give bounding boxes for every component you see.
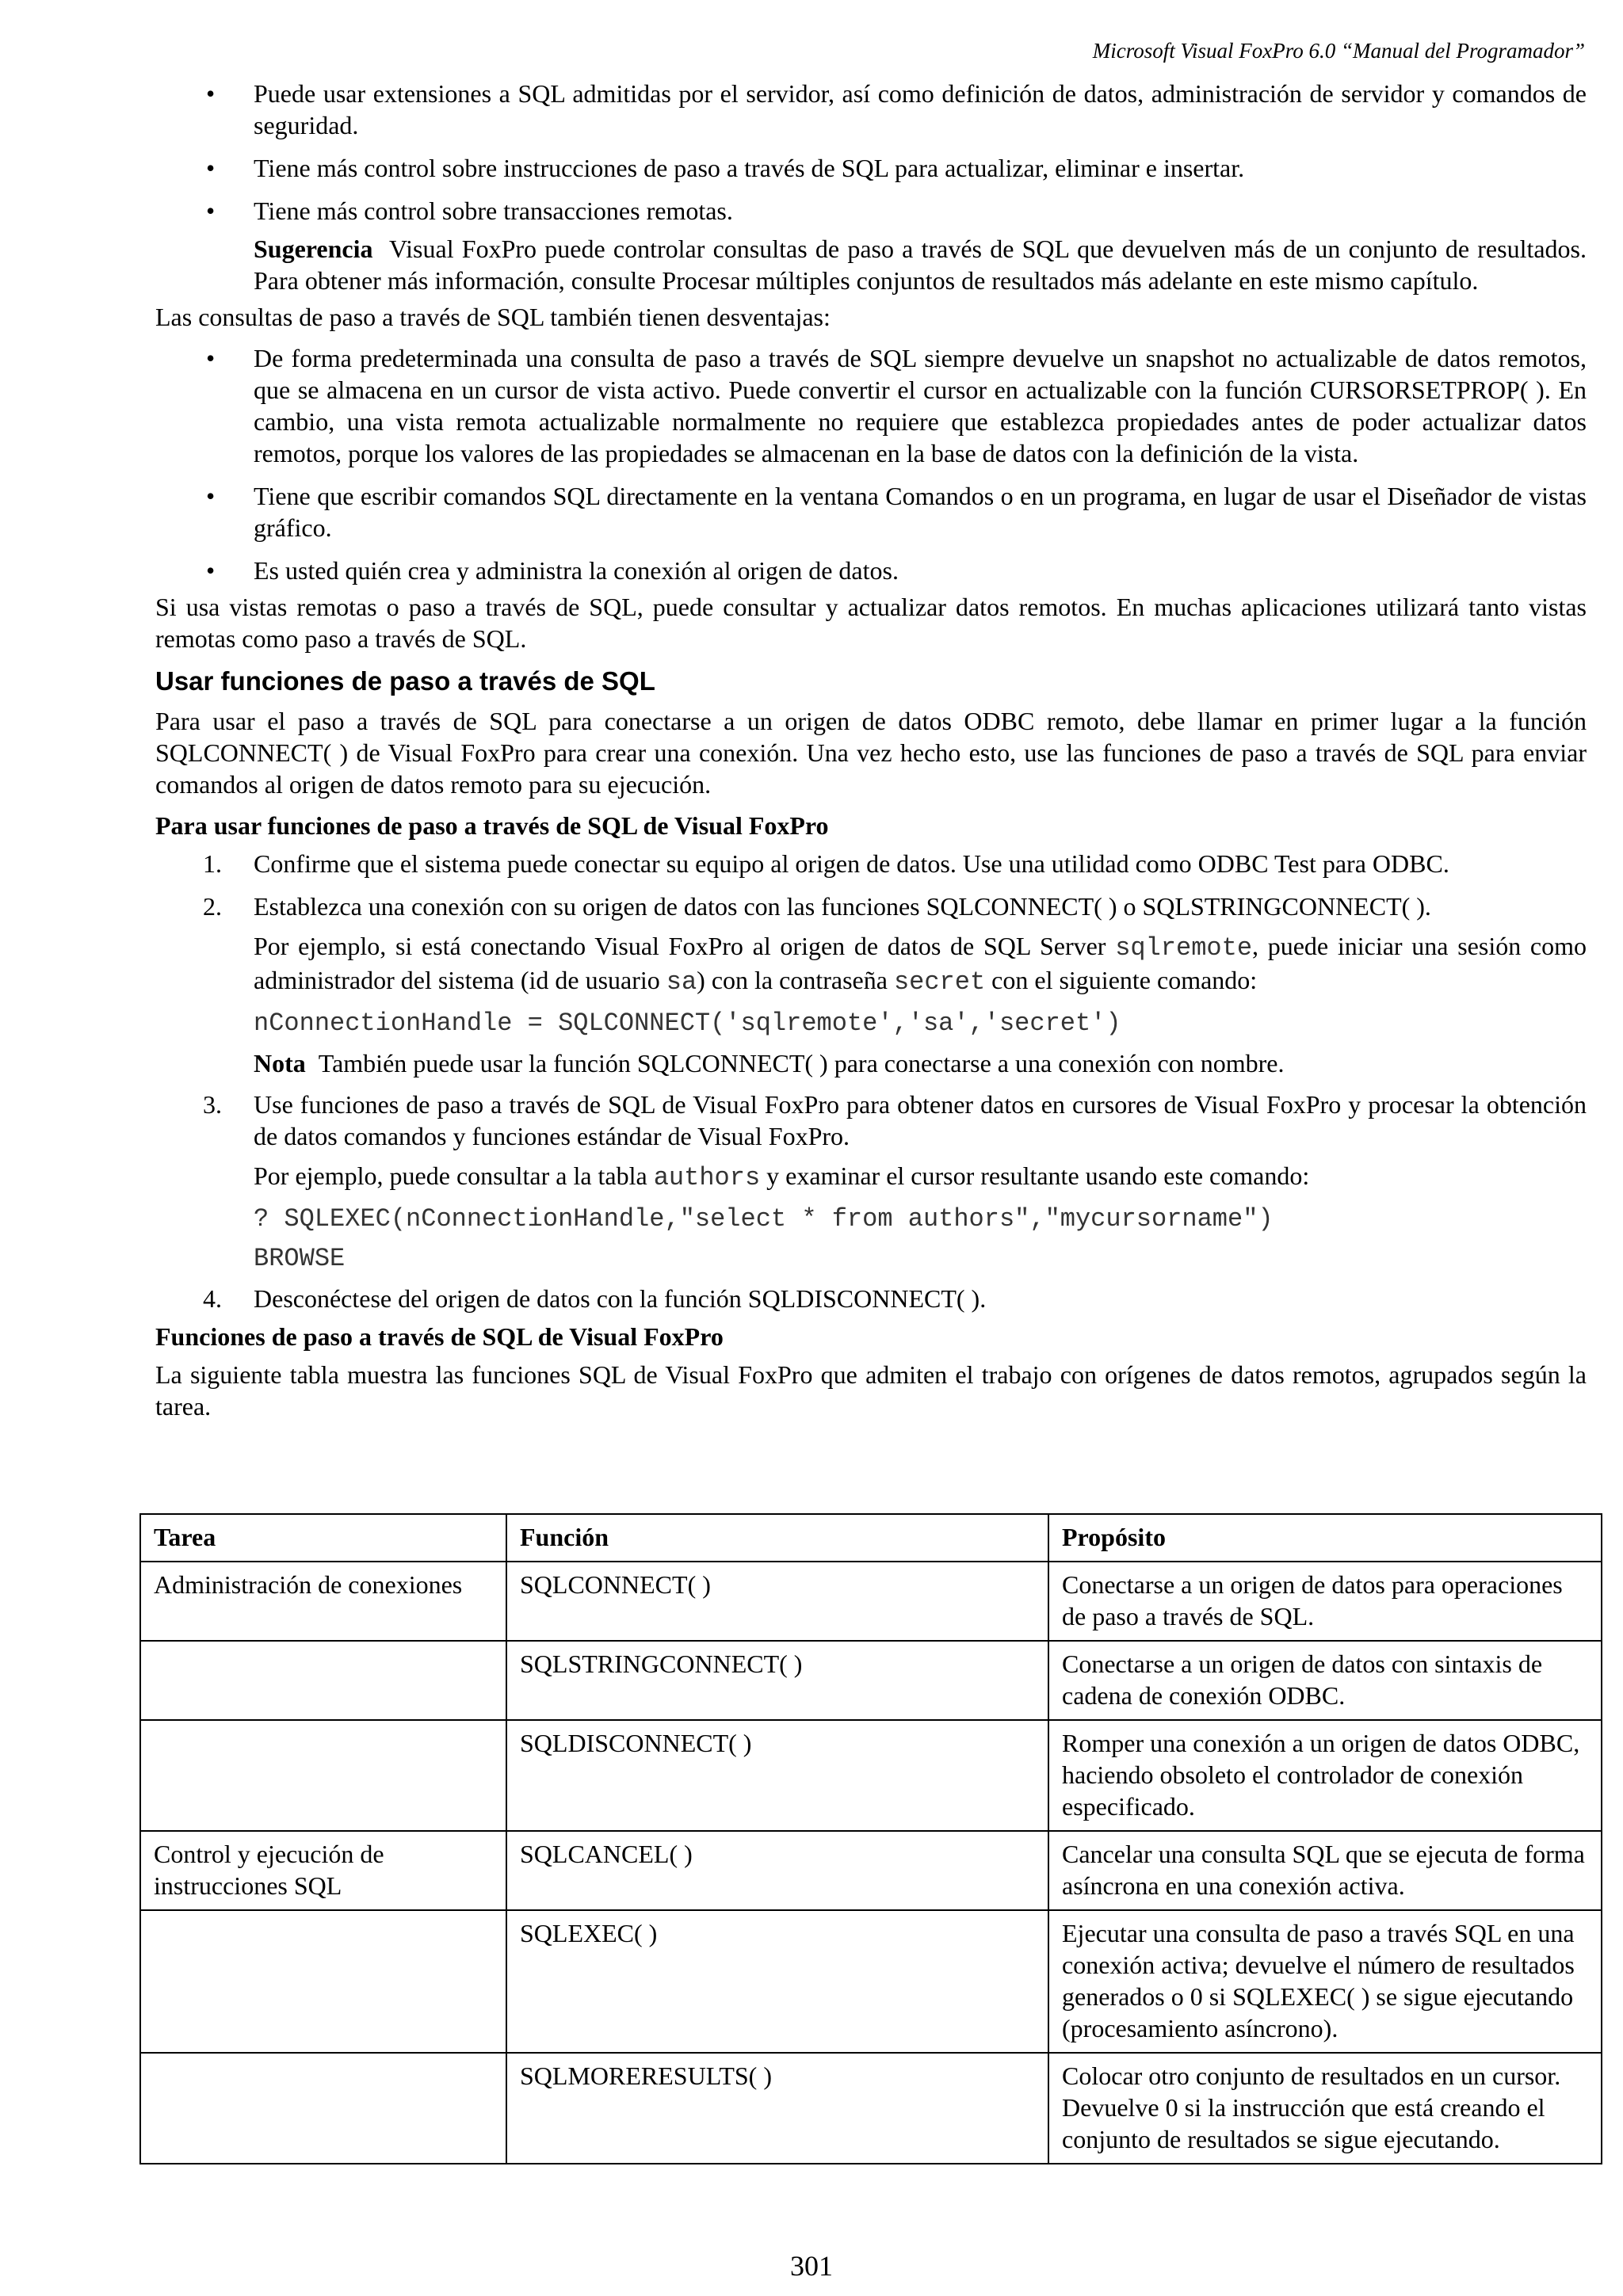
page-content <box>155 78 1587 1432</box>
table-row <box>140 1562 1602 1641</box>
table-cell <box>140 2053 506 2164</box>
functions-intro: La siguiente tabla muestra las funciones SQL de Visual FoxPro que admiten el trabajo con orígenes de datos remotos, agrupados según la tarea. <box>155 1360 1587 1421</box>
table-header-row <box>140 1514 1602 1562</box>
code-block: nConnectionHandle = SQLCONNECT('sqlremote','sa','secret') <box>254 1009 1121 1038</box>
disadvantages-intro: Las consultas de paso a través de SQL también tienen desventajas: <box>155 303 831 331</box>
table-cell: Conectarse a un origen de datos para operaciones de paso a través de SQL. <box>1048 1562 1602 1641</box>
section-intro: Para usar el paso a través de SQL para conectarse a un origen de datos ODBC remoto, debe llamar en primer lugar a la función SQLCONNECT( ) de Visual FoxPro para crear una conexión. Una vez hecho esto, use las funciones de paso a través de SQL para enviar comandos al origen de datos remoto para su ejecución. <box>155 707 1587 799</box>
table-cell: SQLSTRINGCONNECT( ) <box>506 1641 1048 1720</box>
running-header: Microsoft Visual FoxPro 6.0 “Manual del Programador” <box>1092 39 1585 63</box>
table-cell: Cancelar una consulta SQL que se ejecuta de forma asíncrona en una conexión activa. <box>1048 1831 1602 1910</box>
section-heading: Usar funciones de paso a través de SQL <box>155 666 655 696</box>
step-item: 1. Confirme que el sistema puede conectar su equipo al origen de datos. Use una utilidad como ODBC Test para ODBC. <box>203 849 1449 878</box>
procedure-steps-cont <box>155 1089 1587 1152</box>
advantages-list <box>155 78 1587 227</box>
tip-text: Visual FoxPro puede controlar consultas de paso a través de SQL que devuelven más de un conjunto de resultados. Para obtener más información, consulte Procesar múltiples conjuntos de resultados más adelante en este mismo capítulo. <box>254 235 1587 295</box>
note-paragraph: Nota También puede usar la función SQLCONNECT( ) para conectarse a una conexión con nombre. <box>254 1049 1285 1077</box>
column-header: Propósito <box>1048 1514 1602 1562</box>
table-cell: Romper una conexión a un origen de datos ODBC, haciendo obsoleto el controlador de conexión especificado. <box>1048 1720 1602 1831</box>
list-item: • Tiene más control sobre transacciones remotas. <box>206 196 733 225</box>
table-cell <box>140 1720 506 1831</box>
code-block: ? SQLEXEC(nConnectionHandle,"select * from authors","mycursorname") <box>254 1204 1274 1234</box>
functions-table <box>139 1513 1602 2164</box>
table-cell: Colocar otro conjunto de resultados en un cursor. Devuelve 0 si la instrucción que está creando el conjunto de resultados se sigue ejecutando. <box>1048 2053 1602 2164</box>
table-cell: SQLDISCONNECT( ) <box>506 1720 1048 1831</box>
procedure-steps-end <box>155 1283 1587 1314</box>
table-cell: SQLCANCEL( ) <box>506 1831 1048 1910</box>
column-header: Función <box>506 1514 1048 1562</box>
table-row <box>140 1910 1602 2053</box>
bullet-icon: • <box>206 196 216 225</box>
table-row <box>140 1831 1602 1910</box>
list-item: • Puede usar extensiones a SQL admitidas por el servidor, así como definición de datos, administración de servidor y comandos de seguridad. <box>206 79 1587 139</box>
step-item: 4. Desconéctese del origen de datos con la función SQLDISCONNECT( ). <box>203 1284 987 1313</box>
tip-label: Sugerencia <box>254 235 373 263</box>
bullet-icon: • <box>206 344 216 372</box>
table-cell <box>140 1910 506 2053</box>
note-label: Nota <box>254 1049 306 1077</box>
functions-heading: Funciones de paso a través de SQL de Visual FoxPro <box>155 1322 724 1351</box>
code-block: BROWSE <box>254 1244 346 1273</box>
summary-paragraph: Si usa vistas remotas o paso a través de SQL, puede consultar y actualizar datos remotos. En muchas aplicaciones utilizará tanto vistas remotas como paso a través de SQL. <box>155 593 1587 653</box>
table-cell: SQLCONNECT( ) <box>506 1562 1048 1641</box>
table-cell: Control y ejecución de instrucciones SQL <box>140 1831 506 1910</box>
list-item: • Es usted quién crea y administra la conexión al origen de datos. <box>206 556 899 585</box>
tip-paragraph <box>155 233 1587 296</box>
table-row <box>140 1641 1602 1720</box>
bullet-icon: • <box>206 482 216 510</box>
bullet-icon: • <box>206 79 216 108</box>
table-row <box>140 1720 1602 1831</box>
list-item: • Tiene que escribir comandos SQL directamente en la ventana Comandos o en un programa, en lugar de usar el Diseñador de vistas gráfico. <box>206 482 1587 542</box>
table-cell: SQLMORERESULTS( ) <box>506 2053 1048 2164</box>
procedure-heading: Para usar funciones de paso a través de SQL de Visual FoxPro <box>155 811 829 840</box>
step3-example: Por ejemplo, puede consultar a la tabla authors y examinar el cursor resultante usando este comando: <box>254 1161 1310 1192</box>
list-item: • De forma predeterminada una consulta de paso a través de SQL siempre devuelve un snapshot no actualizable de datos remotos, que se almacena en un cursor de vista activo. Puede convertir el cursor en actualizable con la función CURSORSETPROP( ). En cambio, una vista remota actualizable normalmente no requiere que establezca propiedades antes de poder actualizar datos remotos, porque los valores de las propiedades se almacenan en la base de datos con la definición de la vista. <box>206 344 1587 467</box>
bullet-icon: • <box>206 556 216 585</box>
table-cell <box>140 1641 506 1720</box>
column-header: Tarea <box>140 1514 506 1562</box>
table-cell: SQLEXEC( ) <box>506 1910 1048 2053</box>
step2-example: Por ejemplo, si está conectando Visual FoxPro al origen de datos de SQL Server sqlremote, puede iniciar una sesión como administrador del sistema (id de usuario sa) con la contraseña secret con el siguiente comando: <box>254 932 1587 997</box>
table-row <box>140 2053 1602 2164</box>
list-item: • Tiene más control sobre instrucciones de paso a través de SQL para actualizar, eliminar e insertar. <box>206 154 1245 182</box>
step-item: 2. Establezca una conexión con su origen de datos con las funciones SQLCONNECT( ) o SQLSTRINGCONNECT( ). <box>203 892 1431 921</box>
page-number: 301 <box>790 2250 833 2282</box>
table-cell: Conectarse a un origen de datos con sintaxis de cadena de conexión ODBC. <box>1048 1641 1602 1720</box>
bullet-icon: • <box>206 154 216 182</box>
step-item: 3. Use funciones de paso a través de SQL de Visual FoxPro para obtener datos en cursores de Visual FoxPro y procesar la obtención de datos comandos y funciones estándar de Visual FoxPro. <box>203 1090 1587 1150</box>
table-cell: Administración de conexiones <box>140 1562 506 1641</box>
table-cell: Ejecutar una consulta de paso a través SQL en una conexión activa; devuelve el número de resultados generados o 0 si SQLEXEC( ) se sigue ejecutando (procesamiento asíncrono). <box>1048 1910 1602 2053</box>
disadvantages-list <box>155 342 1587 586</box>
procedure-steps <box>155 848 1587 922</box>
